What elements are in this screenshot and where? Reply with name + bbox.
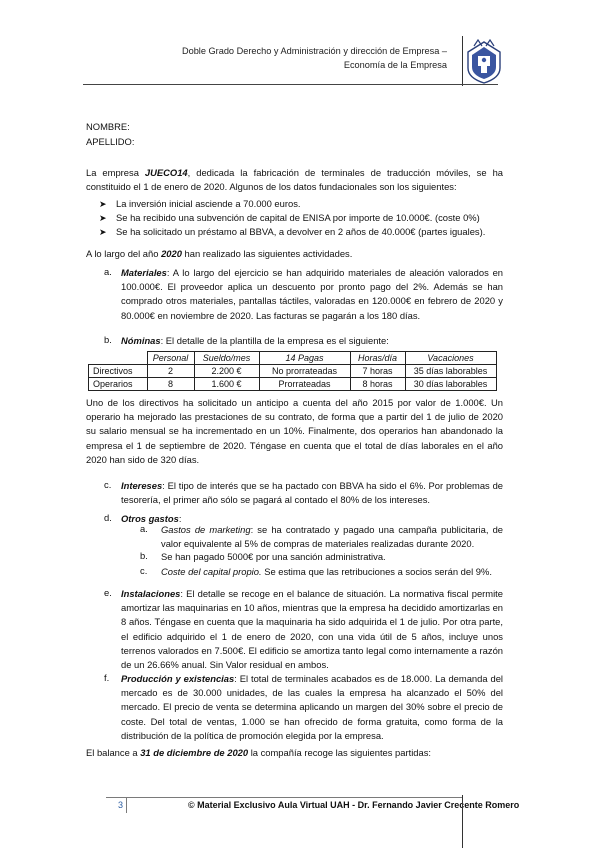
document-header bbox=[182, 44, 447, 72]
item-title: Nóminas bbox=[121, 335, 161, 346]
footer-separator bbox=[126, 797, 127, 813]
university-logo-icon bbox=[464, 38, 504, 84]
list-item bbox=[86, 225, 503, 239]
closing-pre: El balance a bbox=[86, 747, 141, 758]
company-name: JUECO14 bbox=[144, 167, 188, 178]
table-header-cell bbox=[89, 352, 148, 365]
closing-post: la compañía recoge las siguientes partidas: bbox=[248, 747, 432, 758]
page-number: 3 bbox=[118, 800, 124, 810]
header-divider bbox=[462, 36, 463, 86]
sub-text: Se estima que las retribuciones a socios serán del 9%. bbox=[261, 566, 492, 577]
item-text: : El detalle de la plantilla de la empresa es el siguiente: bbox=[160, 335, 389, 346]
nombre-label: NOMBRE: bbox=[86, 121, 130, 132]
arrow-icon: ➤ bbox=[99, 213, 107, 224]
item-title: Otros gastos bbox=[121, 513, 179, 524]
list-item bbox=[86, 211, 503, 225]
arrow-icon: ➤ bbox=[99, 227, 107, 238]
bullet-text: Se ha recibido una subvención de capital de ENISA por importe de 10.000€. (coste 0%) bbox=[116, 212, 480, 224]
sub-text: Se han pagado 5000€ por una sanción administrativa. bbox=[161, 551, 386, 562]
header-line-2: Economía de la Empresa bbox=[343, 60, 447, 70]
sub-label: a. bbox=[140, 523, 148, 534]
table-header-row bbox=[89, 352, 497, 365]
item-body bbox=[121, 334, 503, 348]
sub-italic: Gastos de marketing bbox=[161, 524, 251, 535]
item-text: : El detalle se recoge en el balance de situación. La normativa fiscal permite amortizar las maquinarias en 10 años, mientras que la empresa ha decidido amortizarlas en 8 años. Téngase en cuenta que la maquinaria ha sido adquirida el 1 de julio. Por otra parte, el edificio adquirido el 1 de enero de 2020, con una vida útil de 5 años, incluye unos terrenos valorados en 7.500€. El edificio se amortiza tanto legal como internamente a razón de un 26.66% anual. Sin Valor residual en ambos. bbox=[121, 588, 503, 671]
sub-text: : se ha contratado y pagado una campaña publicitaria, de valor equivalente al 5% de compras de materiales realizadas durante 2020. bbox=[161, 524, 503, 550]
item-text: : El tipo de interés que se ha pactado con BBVA ha sido el 6%. Por problemas de tesorería, el primer año sólo se pagará al contado el 80% de los intereses. bbox=[121, 480, 503, 506]
fundacional-list bbox=[86, 197, 503, 240]
item-title: Instalaciones bbox=[121, 588, 181, 599]
closing-date: 31 de diciembre de 2020 bbox=[140, 747, 249, 758]
table-cell: No prorrateadas bbox=[259, 365, 350, 378]
table-cell: 1.600 € bbox=[194, 378, 259, 391]
student-fields bbox=[86, 119, 134, 149]
table-cell: Prorrateadas bbox=[259, 378, 350, 391]
intro-pre: La empresa bbox=[86, 167, 145, 178]
table-cell: 2.200 € bbox=[194, 365, 259, 378]
sub-label: b. bbox=[140, 550, 148, 561]
intro-paragraph bbox=[86, 166, 503, 194]
table-row bbox=[89, 365, 497, 378]
item-label: b. bbox=[104, 334, 112, 345]
table-header-cell: 14 Pagas bbox=[259, 352, 350, 365]
arrow-icon: ➤ bbox=[99, 199, 107, 209]
table-row bbox=[89, 378, 497, 391]
year-value: 2020 bbox=[161, 248, 182, 259]
table-cell: 35 días laborables bbox=[405, 365, 496, 378]
item-label: e. bbox=[104, 587, 112, 598]
closing-paragraph bbox=[86, 746, 431, 760]
sub-body bbox=[161, 523, 503, 551]
table-cell: 7 horas bbox=[350, 365, 405, 378]
item-title: Producción y existencias bbox=[121, 673, 235, 684]
header-rule bbox=[83, 84, 498, 85]
table-header-cell: Personal bbox=[147, 352, 194, 365]
nominas-paragraph: Uno de los directivos ha solicitado un anticipo a cuenta del año 2015 por valor de 1.000€. Un operario ha mejorado las prestaciones de su contrato, de forma que a partir del 1 de julio de 2020 su salario mensual se ha incrementado en un 10%. Finalmente, dos operarios han abandonado la empresa el 1 de septiembre de 2020. Téngase en cuenta que el total de días laborales en el año 2020 han sido de 320 días. bbox=[86, 397, 503, 465]
table-header-cell: Sueldo/mes bbox=[194, 352, 259, 365]
item-body bbox=[121, 266, 503, 323]
table-cell: 30 días laborables bbox=[405, 378, 496, 391]
sub-body bbox=[161, 565, 503, 579]
item-label: d. bbox=[104, 512, 112, 523]
item-body bbox=[121, 672, 503, 743]
table-cell: Operarios bbox=[89, 378, 148, 391]
item-label: f. bbox=[104, 672, 110, 683]
list-item bbox=[86, 197, 503, 211]
sub-italic: Coste del capital propio. bbox=[161, 566, 262, 577]
table-header-cell: Vacaciones bbox=[405, 352, 496, 365]
sub-body bbox=[161, 550, 503, 564]
item-text: : bbox=[178, 513, 182, 524]
item-title: Intereses bbox=[121, 480, 163, 491]
apellido-label: APELLIDO: bbox=[86, 136, 135, 147]
year-pre: A lo largo del año bbox=[86, 248, 162, 259]
bullet-text: La inversión inicial asciende a 70.000 euros. bbox=[116, 198, 301, 209]
item-label: a. bbox=[104, 266, 112, 277]
header-line-1: Doble Grado Derecho y Administración y dirección de Empresa – bbox=[181, 46, 447, 56]
table-header-cell: Horas/día bbox=[350, 352, 405, 365]
sub-label: c. bbox=[140, 565, 148, 576]
bullet-text: Se ha solicitado un préstamo al BBVA, a devolver en 2 años de 40.000€ (partes iguales). bbox=[116, 226, 486, 238]
item-body bbox=[121, 479, 503, 507]
year-line bbox=[86, 247, 352, 261]
year-post: han realizado las siguientes actividades. bbox=[181, 248, 353, 259]
footer-copyright: © Material Exclusivo Aula Virtual UAH - Dr. Fernando Javier Crecente Romero bbox=[188, 800, 520, 810]
item-body bbox=[121, 587, 503, 672]
table-cell: 8 horas bbox=[350, 378, 405, 391]
item-label: c. bbox=[104, 479, 112, 490]
item-text: : A lo largo del ejercicio se han adquirido materiales de aleación valorados en 100.000€. El proveedor aplica un descuento por pronto pago del 2%. Además se han comprado otros materiales, pantallas táctiles, valoradas en 120.000€ en febrero de 2020 y 80.000€ en noviembre de 2020. Las facturas se pagarán a los 180 días. bbox=[121, 267, 503, 321]
table-cell: 8 bbox=[147, 378, 194, 391]
intro-post: , dedicada la fabricación de terminales de traducción móviles, se ha constituido el 1 de enero de 2020. Algunos de los datos fundacionales son los siguientes: bbox=[86, 167, 503, 193]
table-cell: Directivos bbox=[89, 365, 148, 378]
footer-rule bbox=[106, 797, 463, 798]
footer-divider bbox=[462, 795, 463, 848]
nominas-table bbox=[88, 351, 497, 391]
item-title: Materiales bbox=[121, 267, 167, 278]
item-text: : El total de terminales acabados es de 18.000. La demanda del mercado es de 30.000 unidades, de las cuales la empresa ha alcanzado el 50% del mercado. El precio de venta se determina aplicando un margen del 30% sobre el precio de coste. Del total de ventas, 1.000 se han ofrecido de forma gratuita, como forma de la distribución de la política de promoción elegida por la empresa. bbox=[121, 673, 503, 741]
table-cell: 2 bbox=[147, 365, 194, 378]
